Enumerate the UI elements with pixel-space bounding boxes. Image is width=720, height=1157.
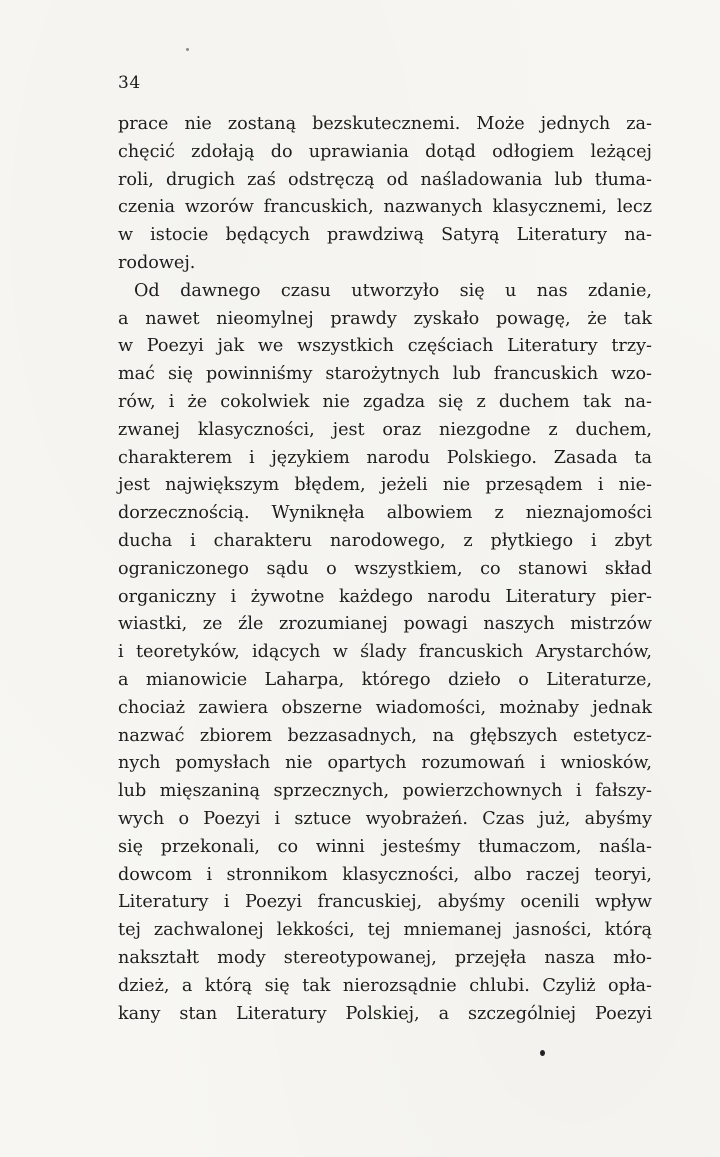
text-line: a mianowicie Laharpa, którego dzieło o Literaturze, xyxy=(118,669,652,690)
text-line: dzież, a którą się tak nierozsądnie chlubi. Czyliż opła- xyxy=(118,975,652,996)
text-line: mać się powinniśmy starożytnych lub francuskich wzo- xyxy=(118,364,652,385)
body-text xyxy=(118,111,652,1028)
text-line: dorzecznością. Wyniknęła albowiem z nieznajomości xyxy=(118,503,652,524)
ink-speck xyxy=(540,1050,545,1056)
text-line: nazwać zbiorem bezzasadnych, na głębszych estetycz- xyxy=(118,725,652,746)
text-line: rów, i że cokolwiek nie zgadza się z duchem tak na- xyxy=(118,391,652,412)
text-line: zwanej klasyczności, jest oraz niezgodne z duchem, xyxy=(118,419,652,440)
text-line: lub mięszaniną sprzecznych, powierzchownych i fałszy- xyxy=(118,781,652,802)
text-line: w Poezyi jak we wszystkich częściach Literatury trzy- xyxy=(118,336,652,357)
text-line: chęcić zdołają do uprawiania dotąd odłogiem leżącej xyxy=(118,141,652,162)
text-line: tej zachwalonej lekkości, tej mniemanej jasności, którą xyxy=(118,920,652,941)
text-line: Literatury i Poezyi francuskiej, abyśmy ocenili wpływ xyxy=(118,892,652,913)
text-line: czenia wzorów francuskich, nazwanych klasycznemi, lecz xyxy=(118,197,652,218)
text-line: ducha i charakteru narodowego, z płytkiego i zbyt xyxy=(118,530,652,551)
text-line: roli, drugich zaś odstręczą od naśladowania lub tłuma- xyxy=(118,169,652,190)
text-line: charakterem i językiem narodu Polskiego. Zasada ta xyxy=(118,447,652,468)
page-number: 34 xyxy=(118,73,141,93)
ink-speck xyxy=(186,48,189,51)
text-line: kany stan Literatury Polskiej, a szczególniej Poezyi xyxy=(118,1003,652,1024)
text-line: rodowej. xyxy=(118,252,196,273)
text-line: w istocie będących prawdziwą Satyrą Literatury na- xyxy=(118,225,652,246)
text-line: chociaż zawiera obszerne wiadomości, możnaby jednak xyxy=(118,697,652,718)
paragraph-start-line: Od dawnego czasu utworzyło się u nas zdanie, xyxy=(134,280,652,301)
text-line: nych pomysłach nie opartych rozumowań i wniosków, xyxy=(118,753,652,774)
text-line: prace nie zostaną bezskutecznemi. Może jednych za- xyxy=(118,114,652,134)
text-line: organiczny i żywotne każdego narodu Literatury pier- xyxy=(118,586,652,607)
text-line: dowcom i stronnikom klasyczności, albo raczej teoryi, xyxy=(118,864,652,885)
text-line: się przekonali, co winni jesteśmy tłumaczom, naśla- xyxy=(118,836,652,857)
text-line: ograniczonego sądu o wszystkiem, co stanowi skład xyxy=(118,558,652,579)
text-line: i teoretyków, idących w ślady francuskich Arystarchów, xyxy=(118,642,652,663)
text-line: wych o Poezyi i sztuce wyobrażeń. Czas już, abyśmy xyxy=(118,808,652,829)
text-line: a nawet nieomylnej prawdy zyskało powagę, że tak xyxy=(118,308,652,329)
text-line: jest największym błędem, jeżeli nie przesądem i nie- xyxy=(118,475,652,496)
text-line: wiastki, ze źle zrozumianej powagi naszych mistrzów xyxy=(118,614,652,635)
text-line: nakształt mody stereotypowanej, przejęła nasza mło- xyxy=(118,947,652,968)
